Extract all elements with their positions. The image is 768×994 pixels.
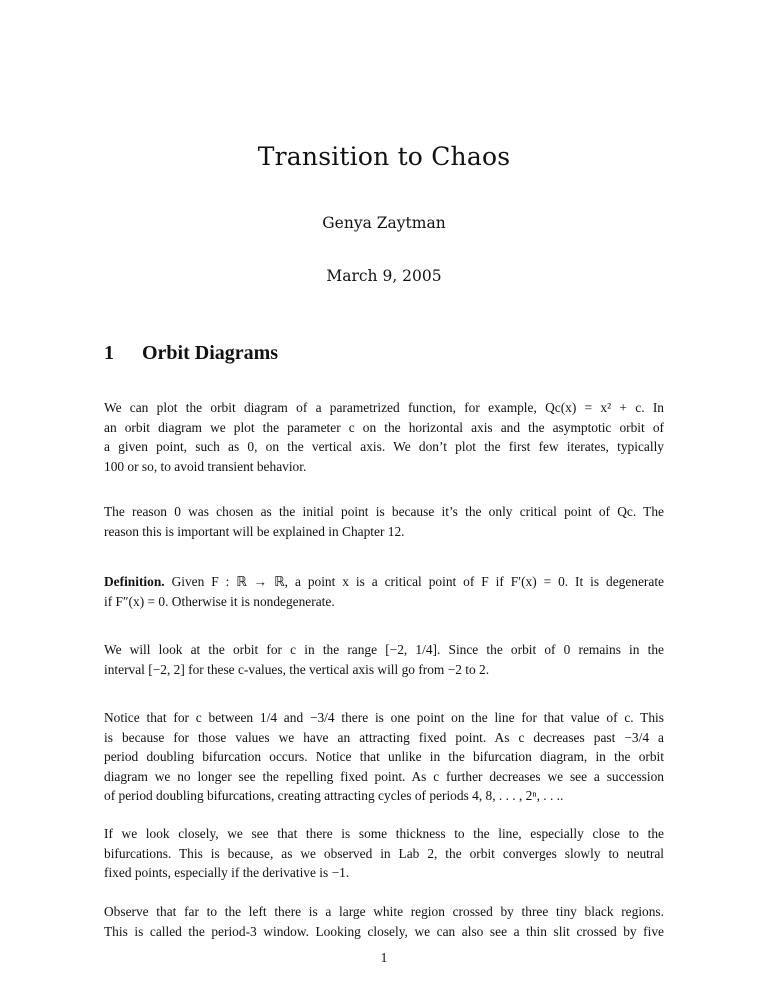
paragraph xyxy=(104,824,664,883)
section-heading xyxy=(104,342,278,365)
paragraph xyxy=(104,398,664,476)
text-line: The reason 0 was chosen as the initial point is because it’s the only critical point of Qc. The xyxy=(104,504,664,519)
text-line: bifurcations. This is because, as we observed in Lab 2, the orbit converges slowly to neutral xyxy=(104,845,664,861)
text-line: fixed points, especially if the derivative is −1. xyxy=(104,865,350,880)
text-line: 100 or so, to avoid transient behavior. xyxy=(104,458,307,474)
text-line: is because for those values we have an attracting fixed point. As c decreases past −3/4 a xyxy=(104,729,664,745)
paragraph xyxy=(104,708,664,806)
text-line: an orbit diagram we plot the parameter c on the horizontal axis and the asymptotic orbit of xyxy=(104,419,664,435)
paragraph xyxy=(104,902,664,941)
text-line: diagram we no longer see the repelling fixed point. As c further decreases we see a succession xyxy=(104,768,664,784)
text-line: This is called the period-3 window. Looking closely, we can also see a thin slit crossed by five xyxy=(104,923,664,939)
text-line: period doubling bifurcation occurs. Notice that unlike in the bifurcation diagram, in the orbit xyxy=(104,749,664,764)
section-title: Orbit Diagrams xyxy=(142,342,279,364)
text-line: interval [−2, 2] for these c-values, the vertical axis will go from −2 to 2. xyxy=(104,661,490,677)
paragraph xyxy=(104,640,664,679)
paper-title: Transition to Chaos xyxy=(257,142,511,171)
paragraph xyxy=(104,502,664,541)
text-line: If we look closely, we see that there is some thickness to the line, especially close to the xyxy=(104,826,664,841)
page-number: 1 xyxy=(380,950,388,965)
section-number: 1 xyxy=(104,342,114,364)
text-line: of period doubling bifurcations, creating attracting cycles of periods 4, 8, . . . , 2ⁿ, . . .. xyxy=(104,788,564,803)
author-name: Genya Zaytman xyxy=(322,214,446,232)
paper-date: March 9, 2005 xyxy=(326,267,442,285)
definition-text: Given F : ℝ → ℝ, a point x is a critical point of F if F′(x) = 0. It is degenerate xyxy=(171,574,664,589)
definition-label: Definition. xyxy=(104,574,165,589)
text-line xyxy=(104,572,664,592)
text-line: a given point, such as 0, on the vertical axis. We don’t plot the first few iterates, typically xyxy=(104,439,664,454)
text-line: Observe that far to the left there is a large white region crossed by three tiny black regions. xyxy=(104,904,664,919)
text-line: We can plot the orbit diagram of a parametrized function, for example, Qc(x) = x² + c. In xyxy=(104,400,664,415)
text-line: We will look at the orbit for c in the range [−2, 1/4]. Since the orbit of 0 remains in the xyxy=(104,642,664,657)
text-line: Notice that for c between 1/4 and −3/4 there is one point on the line for that value of c. This xyxy=(104,710,664,725)
text-line: if F″(x) = 0. Otherwise it is nondegenerate. xyxy=(104,593,335,609)
definition-paragraph xyxy=(104,572,664,611)
text-line: reason this is important will be explained in Chapter 12. xyxy=(104,523,405,539)
